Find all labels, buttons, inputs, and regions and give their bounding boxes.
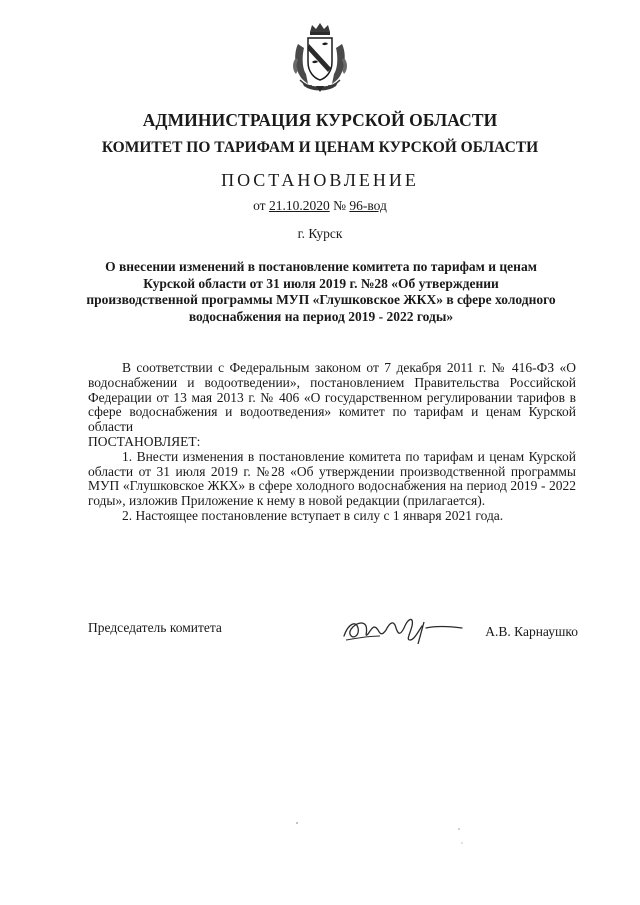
document-body	[88, 361, 576, 524]
document-type: ПОСТАНОВЛЕНИЕ	[221, 170, 419, 190]
resolves-keyword: ПОСТАНОВЛЯЕТ:	[88, 433, 201, 449]
date-prefix: от	[253, 198, 266, 213]
preamble-paragraph: В соответствии с Федеральным законом от 7 декабря 2011 г. № 416-ФЗ «О водоснабжении и водоотведении», постановлением Правительства Российской Федерации от 13 мая 2013 г. № 406 «О государственном регулировании тарифов в сфере водоснабжения и водоотведения» комитет по тарифам и ценам Курской области	[88, 360, 576, 435]
coat-of-arms-icon	[288, 22, 352, 94]
signatory-name: А.В. Карнаушко	[485, 624, 578, 639]
signatory-title: Председатель комитета	[88, 620, 222, 635]
committee-title: КОМИТЕТ ПО ТАРИФАМ И ЦЕНАМ КУРСКОЙ ОБЛАСТИ	[101, 139, 539, 156]
date-number-line	[60, 198, 580, 214]
number-prefix: №	[333, 198, 346, 213]
administration-title: АДМИНИСТРАЦИЯ КУРСКОЙ ОБЛАСТИ	[142, 110, 498, 130]
document-date: 21.10.2020	[268, 198, 330, 213]
document-number: 96-вод	[349, 198, 387, 213]
city-line: г. Курск	[297, 226, 343, 241]
document-subject: О внесении изменений в постановление комитета по тарифам и ценам Курской области от 31 июля 2019 г. №28 «Об утверждении производственной программы МУП «Глушковское ЖКХ» в сфере холодного водоснабжения на период 2019 - 2022 годы»	[86, 259, 556, 324]
handwritten-signature-icon	[338, 606, 468, 650]
resolution-item-2: 2. Настоящее постановление вступает в силу с 1 января 2021 года.	[122, 507, 504, 523]
signature-block	[88, 620, 578, 660]
resolution-item-1: 1. Внести изменения в постановление комитета по тарифам и ценам Курской области от 31 июля 2019 г. №28 «Об утверждении производственной программы МУП «Глушковское ЖКХ» в сфере холодного водоснабжения на период 2019 - 2022 годы», изложив Приложение к нему в новой редакции (прилагается).	[88, 448, 576, 509]
